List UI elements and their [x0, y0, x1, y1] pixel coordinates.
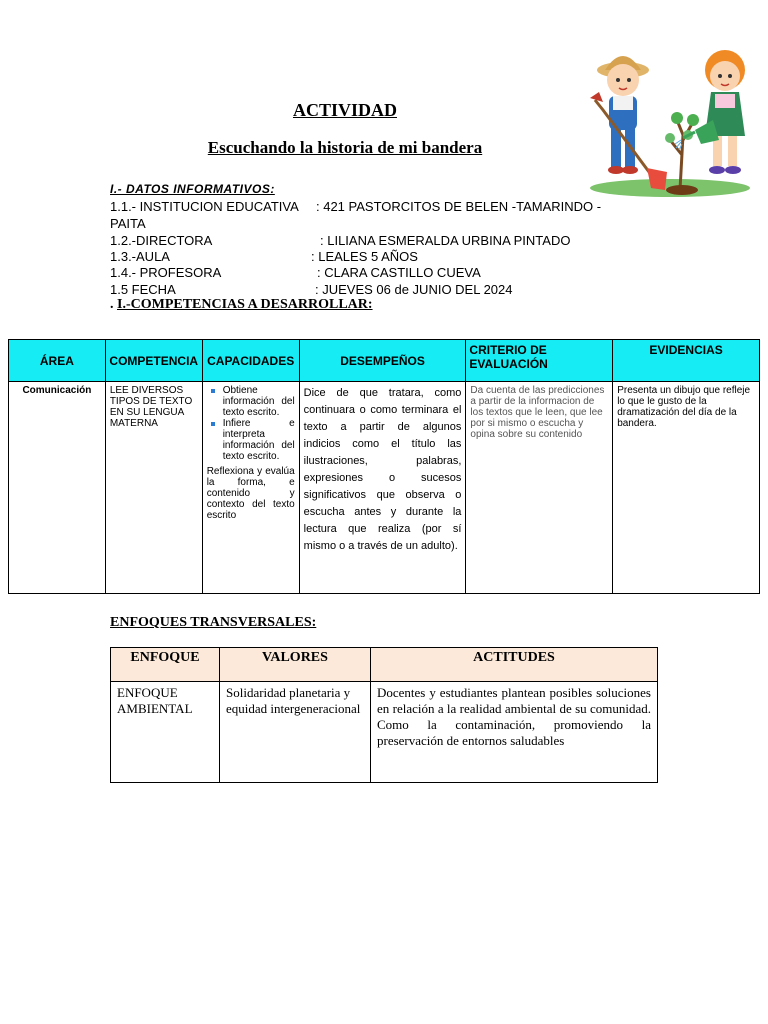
list-item: Obtiene información del texto escrito. [222, 385, 295, 418]
profesora-value: : CLARA CASTILLO CUEVA [317, 265, 481, 280]
col-evidencias: EVIDENCIAS [613, 340, 760, 382]
datos-informativos-heading: I.- DATOS INFORMATIVOS: [110, 182, 275, 196]
col-enfoque: ENFOQUE [111, 648, 220, 682]
cell-enfoque: ENFOQUE AMBIENTAL [111, 682, 220, 783]
aula-label: 1.3.-AULA [110, 249, 170, 264]
table-row [111, 682, 658, 783]
institucion-label: 1.1.- INSTITUCION EDUCATIVA [110, 199, 299, 214]
cell-valores: Solidaridad planetaria y equidad intergeneracional [220, 682, 371, 783]
cell-criterio: Da cuenta de las predicciones a partir de la informacion de los textos que le leen, que lee por si mismo o escucha y opina sobre su contenido [466, 382, 613, 594]
subtitle-text: Escuchando la historia de mi bandera [207, 138, 483, 157]
heading-prefix: . [110, 297, 117, 312]
capacidad-plain: Reflexiona y evalúa la forma, e contenido y contexto del texto escrito [206, 466, 295, 521]
col-actitudes: ACTITUDES [371, 648, 658, 682]
cell-capacidades [202, 382, 299, 594]
col-area: ÁREA [9, 340, 106, 382]
cell-desempeno: Dice de que tratara, como continuara o como terminara el texto a partir de algunos indicios como el título las ilustraciones, palabras, expresiones o sucesos significativos que observa o escucha antes y durante la lectura que realiza (por sí mismo o a través de un adulto). [299, 382, 466, 594]
directora-value: : LILIANA ESMERALDA URBINA PINTADO [320, 233, 571, 248]
profesora-label: 1.4.- PROFESORA [110, 265, 222, 280]
activity-title: ACTIVIDAD [292, 100, 397, 120]
enfoques-heading: ENFOQUES TRANSVERSALES: [110, 615, 317, 630]
competencias-heading-text: I.-COMPETENCIAS A DESARROLLAR: [117, 297, 373, 312]
directora-label: 1.2.-DIRECTORA [110, 233, 213, 248]
col-desempenos: DESEMPEÑOS [299, 340, 466, 382]
col-competencia: COMPETENCIA [105, 340, 202, 382]
fecha-value: : JUEVES 06 de JUNIO DEL 2024 [315, 282, 513, 297]
enfoques-header-row [111, 648, 658, 682]
competencias-header-row [9, 340, 760, 382]
competencias-heading [110, 297, 373, 313]
col-capacidades: CAPACIDADES [202, 340, 299, 382]
table-row [9, 382, 760, 594]
list-item: Infiere e interpreta información del texto escrito. [222, 418, 295, 462]
children-gardening-illustration [585, 40, 760, 200]
capacidades-list [207, 385, 295, 462]
cell-actitudes: Docentes y estudiantes plantean posibles soluciones en relación a la realidad ambiental de su comunidad. Como la contaminación, promoviendo la preservación de entornos saludables [371, 682, 658, 783]
col-criterio: CRITERIO DE EVALUACIÓN [466, 340, 613, 382]
cell-evidencia: Presenta un dibujo que refleje lo que le gusto de la dramatización del día de la bandera. [613, 382, 760, 594]
cell-area: Comunicación [9, 382, 106, 594]
institucion-value-cont: PAITA [110, 216, 146, 231]
competencias-table [8, 339, 760, 594]
col-valores: VALORES [220, 648, 371, 682]
enfoques-table [110, 647, 658, 783]
institucion-value: : 421 PASTORCITOS DE BELEN -TAMARINDO - [316, 199, 602, 214]
aula-value: : LEALES 5 AÑOS [311, 249, 418, 264]
cell-competencia: LEE DIVERSOS TIPOS DE TEXTO EN SU LENGUA MATERNA [105, 382, 202, 594]
fecha-label: 1.5 FECHA [110, 282, 176, 297]
